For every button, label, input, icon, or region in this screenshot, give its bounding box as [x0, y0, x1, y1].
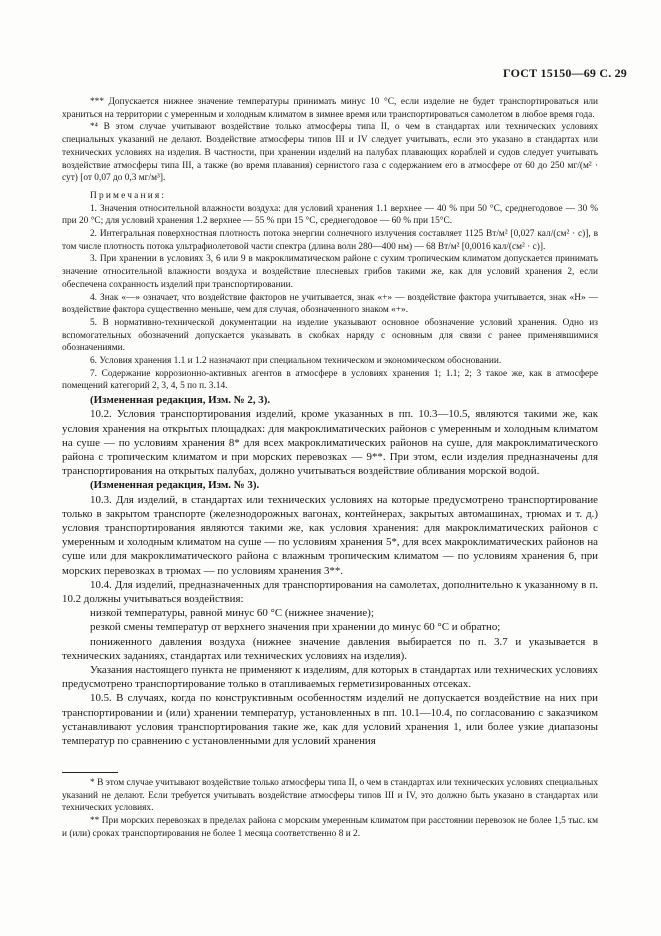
list-item: пониженного давления воздуха (нижнее значение давления выбирается по п. 3.7 и указывается в технических заданиях, стандартах или технических условиях на изделия). — [62, 635, 598, 662]
list-item: резкой смены температур от верхнего значения при хранении до минус 60 °С и обратно; — [90, 621, 501, 634]
page-header: ГОСТ 15150—69 С. 29 — [503, 66, 627, 80]
note-item: 4. Знак «—» означает, что воздействие факторов не учитывается, знак «+» — воздействие фактора учитывается, знак «Н» — воздействие фактора существенно меньше, чем для случая, обозначенного знаком «+». — [62, 292, 598, 316]
footnote-triple-star: *** Допускается нижнее значение температуры принимать минус 10 °С, если изделие не будет транспортироваться или храниться на территории с умеренным и холодным климатом в зимнее время или транспортироваться самолетом в любое время года. — [62, 97, 598, 120]
notes-block — [62, 190, 598, 393]
paragraph-10-2: 10.2. Условия транспортирования изделий, кроме указанных в пп. 10.3—10.5, являются такими же, как условия хранения на открытых площадках: для макроклиматических районов с умеренным и холодным климатом на суше — по условиям хранения 8* для всех макроклиматических районов на суше, для макроклиматического района с тропическим климатом и при морских перевозках — 9**. При этом, если изделия предназначены для транспортирования на открытых палубах, должно учитываться воздействие обливания морской водой. — [62, 408, 598, 478]
notes-title: Примечания: — [90, 190, 167, 201]
footnote-double-star: ** При морских перевозках в пределах района с морским умеренным климатом при расстоянии перевозок не более 1,5 тыс. км и (или) сроках транспортирования не более 1 месяца соответственно 8 и 2. — [62, 816, 598, 839]
paragraph-10-4: 10.4. Для изделий, предназначенных для транспортирования на самолетах, дополнительно к указанному в п. 10.2 должны учитываться воздействия: — [62, 578, 598, 606]
top-footnotes — [62, 96, 598, 185]
edition-note: (Измененная редакция, Изм. № 2, 3). — [90, 394, 271, 407]
main-text — [62, 393, 598, 748]
note-item: 7. Содержание коррозионно-активных агентов в атмосфере в условиях хранения 1; 1.1; 2; 3 такое же, как в атмосфере помещений категорий 2, 3, 4, 5 по п. 3.14. — [62, 368, 598, 392]
paragraph-10-4-note: Указания настоящего пункта не применяют к изделиям, для которых в стандартах или технических условиях предусмотрено транспортирование только в отапливаемых герметизированных отсеках. — [62, 664, 598, 691]
list-item: низкой температуры, равной минус 60 °С (нижнее значение); — [90, 607, 374, 620]
note-item: 2. Интегральная поверхностная плотность потока энергии солнечного излучения составляет 1125 Вт/м² [0,027 кал/(см² · с)], в том числе плотность потока ультрафиолетовой части спектра (длина волн 280—400 нм) — 68 Вт/м² [0,0016 кал/(см² · с)]. — [62, 229, 598, 252]
note-item: 6. Условия хранения 1.1 и 1.2 назначают при специальном техническом и экономическом обосновании. — [90, 356, 502, 367]
note-item: 5. В нормативно-технической документации на изделие указывают основное обозначение условий хранения. Одно из вспомогательных обозначений допускается указывать в скобках наряду с основным для связи с ранее применявшимися обозначениями. — [62, 317, 598, 354]
paragraph-10-3: 10.3. Для изделий, в стандартах или технических условиях на которые предусмотрено транспортирование только в закрытом транспорте (железнодорожных вагонах, контейнерах, закрытых автомашинах, трюмах и т. д.) условия транспортирования являются такими же, как условия хранения: для макроклиматических районов с умеренным и холодным климатом на суше — по условиям хранения 5*, для всех макроклиматических районов на суше или для макроклиматического района с влажным тропическим климатом — по условиям хранения 6, при морских перевозках в трюмах — по условиям хранения 3**. — [62, 493, 598, 577]
edition-note: (Измененная редакция, Изм. № 3). — [90, 479, 260, 492]
bottom-footnotes — [62, 772, 598, 841]
paragraph-10-5: 10.5. В случаях, когда по конструктивным особенностям изделий не допускается воздействие на них при транспортировании и (или) хранении температур, установленных в пп. 10.1—10.4, по согласованию с заказчиком устанавливают условия транспортирования такие же, как для условий хранения 1, или более узкие диапазоны температур по сравнению с установленными для условий хранения — [62, 692, 598, 748]
note-item: 1. Значения относительной влажности воздуха: для условий хранения 1.1 верхнее — 40 % при 50 °С, среднегодовое — 30 % при 20 °С; для условий хранения 1.2 верхнее — 55 % при 15 °С, среднегодовое — 60 % при 15°С. — [62, 203, 598, 227]
footnote-single-star: * В этом случае учитывают воздействие только атмосферы типа II, о чем в стандартах или технических условиях специальных указаний не делают. Если требуется учитывать воздействие атмосферы типов III и IV, это должно быть указано в стандартах или технических условиях. — [62, 778, 598, 814]
footnote-star-4: *⁴ В этом случае учитывают воздействие только атмосферы типа II, о чем в стандартах или технических условиях специальных указаний не делают. Воздействие атмосферы типов III и IV следует учитывать, если это указано в стандартах или технических условиях на изделия. В частности, при хранении изделий на палубах плавающих кораблей и судов следует учитывать воздействие атмосферы типа III, а также (во время плавания) сернистого газа с содержанием его в атмосфере от 60 до 250 мг/(м² · сут) [от 0,07 до 0,3 мг/м³]. — [62, 122, 598, 184]
page-body — [62, 96, 598, 748]
note-item: 3. При хранении в условиях 3, 6 или 9 в макроклиматическом районе с сухим тропическим климатом допускается принимать значение относительной влажности воздуха и воздействие плесневых грибов такими же, как для условий хранения 2, если обеспечена сохранность изделий при транспортировании. — [62, 254, 598, 290]
footnote-divider — [62, 772, 118, 773]
